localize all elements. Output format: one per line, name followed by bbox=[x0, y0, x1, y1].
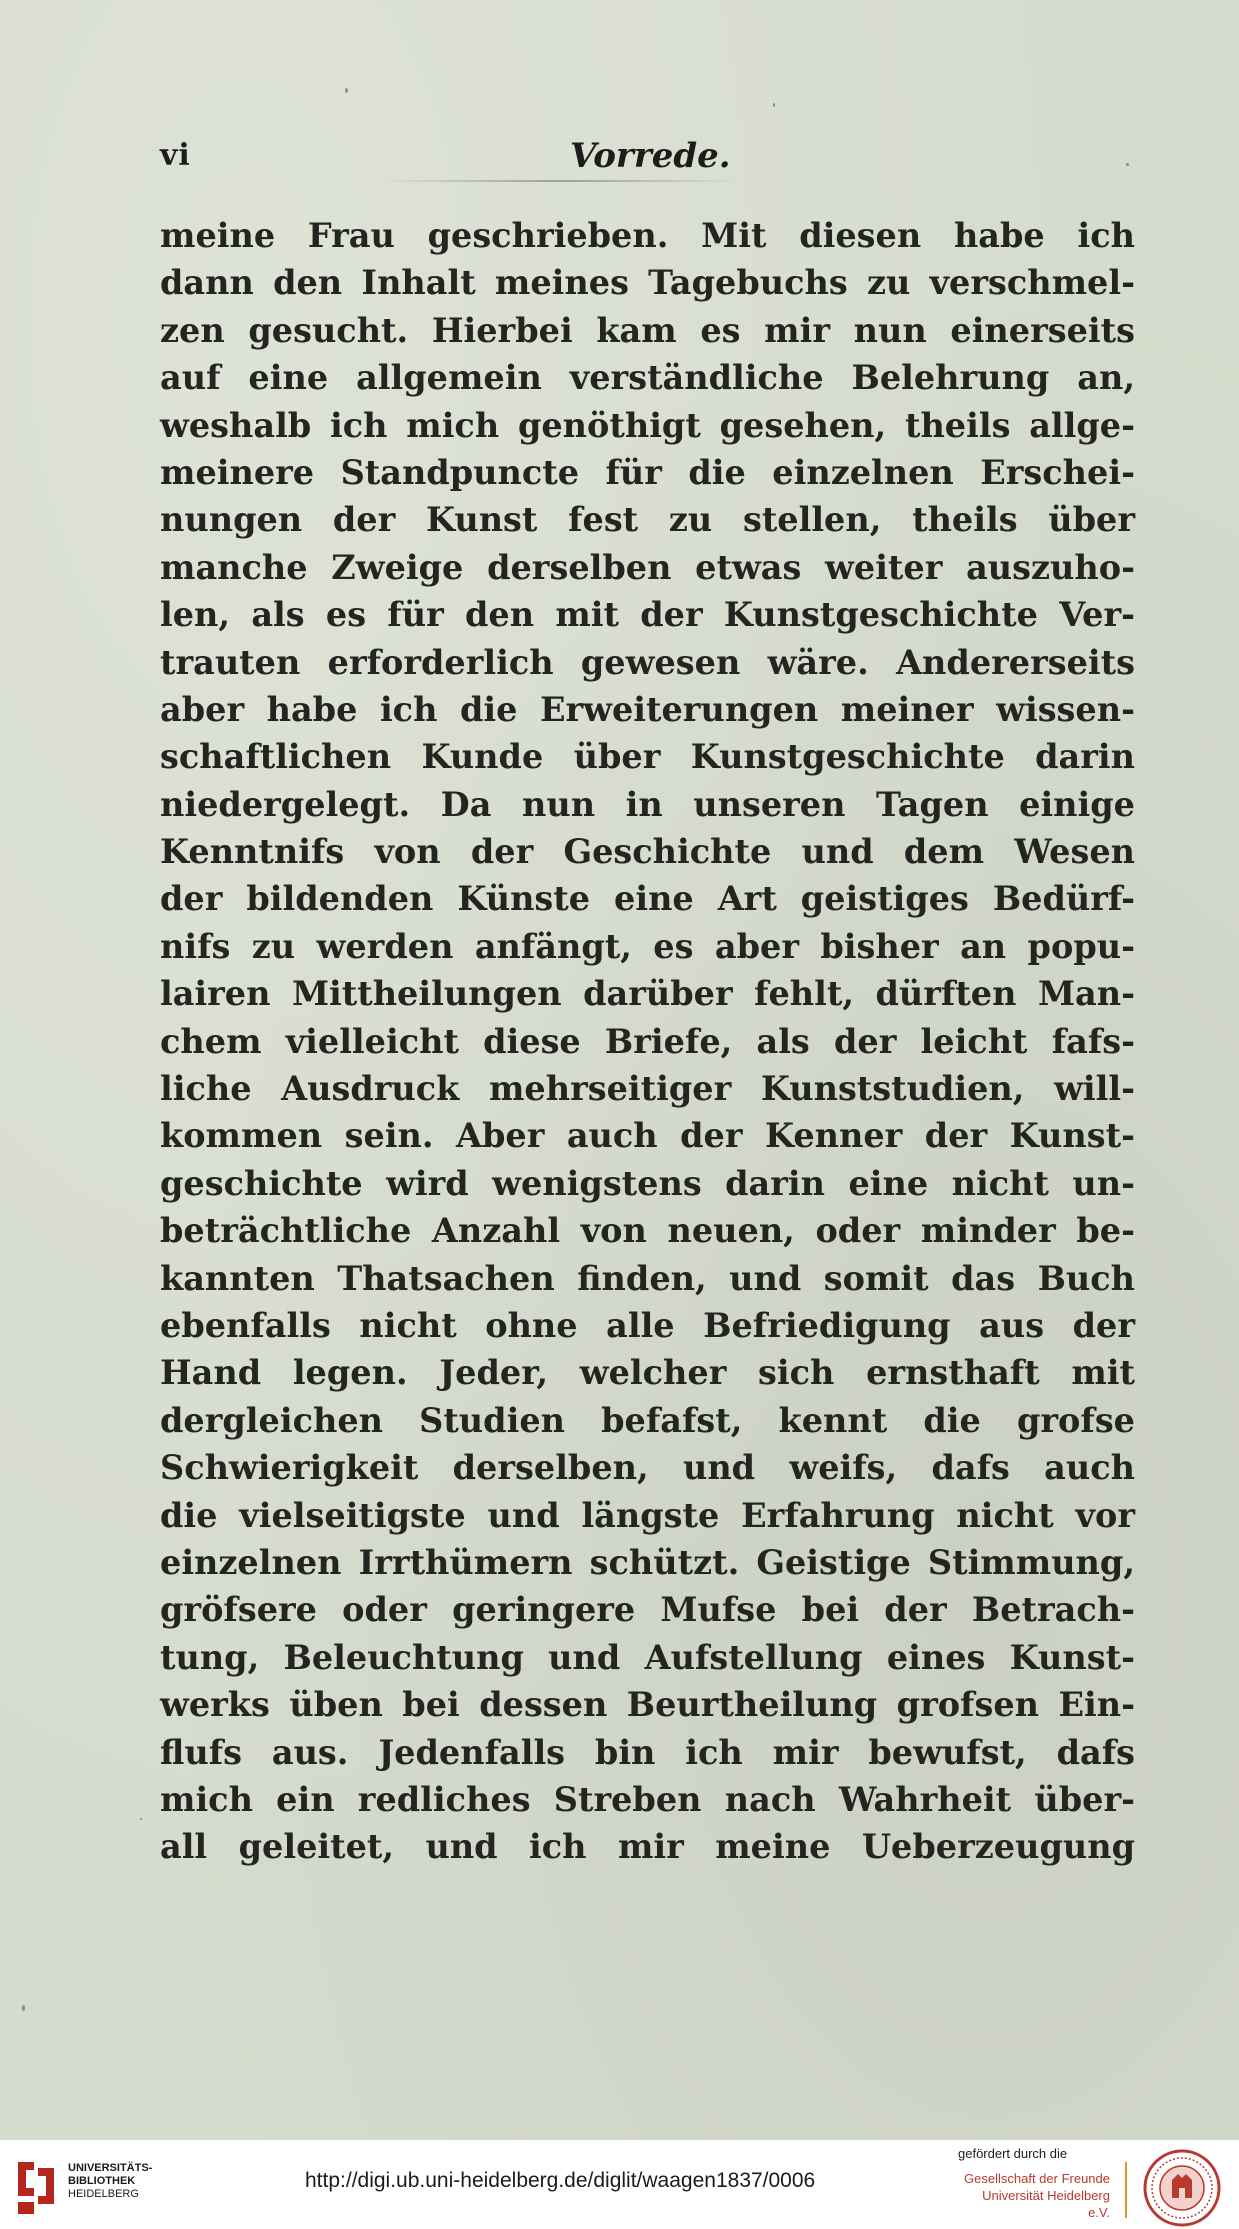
text-line: flufs aus. Jedenfalls bin ich mir bewufst, dafs bbox=[160, 1732, 1135, 1772]
text-line: schaftlichen Kunde über Kunstgeschichte darin bbox=[160, 737, 1135, 777]
text-line: trauten erforderlich gewesen wäre. Andererseits bbox=[160, 642, 1135, 682]
text-line: tung, Beleuchtung und Aufstellung eines Kunst- bbox=[160, 1637, 1135, 1677]
library-name-line: UNIVERSITÄTS- bbox=[68, 2162, 153, 2174]
sponsor-name bbox=[958, 2170, 1110, 2221]
text-line: meine Frau geschrieben. Mit diesen habe ich bbox=[160, 216, 1135, 255]
paper-speck bbox=[140, 1818, 142, 1820]
paper-speck bbox=[22, 2005, 25, 2011]
text-line: kannten Thatsachen finden, und somit das Buch bbox=[160, 1258, 1135, 1298]
text-line: ebenfalls nicht ohne alle Befriedigung aus der bbox=[160, 1305, 1135, 1345]
text-line: werks üben bei dessen Beurtheilung grofsen Ein- bbox=[160, 1685, 1135, 1725]
sponsor-name-line: Gesellschaft der Freunde bbox=[964, 2171, 1110, 2186]
library-name-line: HEIDELBERG bbox=[68, 2188, 139, 2200]
body-text bbox=[160, 212, 1135, 1871]
text-line: all geleitet, und ich mir meine Ueberzeugung bbox=[160, 1827, 1135, 1867]
text-line: auf eine allgemein verständliche Belehrung an, bbox=[160, 358, 1135, 398]
university-seal-icon bbox=[1142, 2148, 1222, 2228]
text-line: aber habe ich die Erweiterungen meiner wissen- bbox=[160, 689, 1135, 729]
text-line: dergleichen Studien befafst, kennt die grofse bbox=[160, 1400, 1135, 1440]
text-line: dann den Inhalt meines Tagebuchs zu verschmel- bbox=[160, 263, 1135, 303]
text-line: die vielseitigste und längste Erfahrung nicht vor bbox=[160, 1495, 1135, 1535]
text-line: len, als es für den mit der Kunstgeschichte Ver- bbox=[160, 595, 1135, 635]
text-line: manche Zweige derselben etwas weiter auszuho- bbox=[160, 547, 1135, 587]
permalink-url[interactable]: http://digi.ub.uni-heidelberg.de/diglit/waagen1837/0006 bbox=[305, 2169, 816, 2192]
library-name-line: BIBLIOTHEK bbox=[68, 2175, 136, 2187]
paper-speck bbox=[345, 88, 348, 93]
text-line: nungen der Kunst fest zu stellen, theils über bbox=[160, 500, 1135, 540]
sponsor-name-line: Universität Heidelberg e.V. bbox=[982, 2188, 1110, 2220]
text-line: liche Ausdruck mehrseitiger Kunststudien, will- bbox=[160, 1069, 1135, 1109]
page-number: vi bbox=[160, 138, 191, 173]
header-rule bbox=[380, 180, 740, 182]
library-name bbox=[68, 2162, 152, 2201]
text-line: lairen Mittheilungen darüber fehlt, dürften Man- bbox=[160, 974, 1135, 1014]
text-line: gröfsere oder geringere Mufse bei der Betrach- bbox=[160, 1590, 1135, 1630]
text-line: geschichte wird wenigstens darin eine nicht un- bbox=[160, 1163, 1135, 1203]
text-line: chem vielleicht diese Briefe, als der leicht fafs- bbox=[160, 1021, 1135, 1061]
text-line: zen gesucht. Hierbei kam es mir nun einerseits bbox=[160, 310, 1135, 350]
text-line: weshalb ich mich genöthigt gesehen, theils allge- bbox=[160, 405, 1135, 445]
paper-speck bbox=[1126, 163, 1129, 166]
university-library-logo-icon bbox=[12, 2158, 58, 2218]
text-line: der bildenden Künste eine Art geistiges Bedürf- bbox=[160, 879, 1135, 919]
footer-bar bbox=[0, 2140, 1239, 2229]
text-line: niedergelegt. Da nun in unseren Tagen einige bbox=[160, 784, 1135, 824]
paper-speck bbox=[773, 103, 775, 107]
text-line: einzelnen Irrthümern schützt. Geistige Stimmung, bbox=[160, 1542, 1135, 1582]
text-line: beträchtliche Anzahl von neuen, oder minder be- bbox=[160, 1211, 1135, 1251]
text-line: mich ein redliches Streben nach Wahrheit über- bbox=[160, 1779, 1135, 1819]
text-line: Hand legen. Jeder, welcher sich ernsthaft mit bbox=[160, 1353, 1135, 1393]
text-line: meinere Standpuncte für die einzelnen Erschei- bbox=[160, 452, 1135, 492]
sponsor-divider bbox=[1125, 2162, 1127, 2218]
text-line: Kenntnifs von der Geschichte und dem Wesen bbox=[160, 832, 1135, 872]
text-line: nifs zu werden anfängt, es aber bisher an popu- bbox=[160, 926, 1135, 966]
running-title: Vorrede. bbox=[570, 136, 731, 176]
text-line: kommen sein. Aber auch der Kenner der Kunst- bbox=[160, 1116, 1135, 1156]
sponsor-label: gefördert durch die bbox=[958, 2146, 1068, 2161]
text-line: Schwierigkeit derselben, und weifs, dafs auch bbox=[160, 1448, 1135, 1488]
